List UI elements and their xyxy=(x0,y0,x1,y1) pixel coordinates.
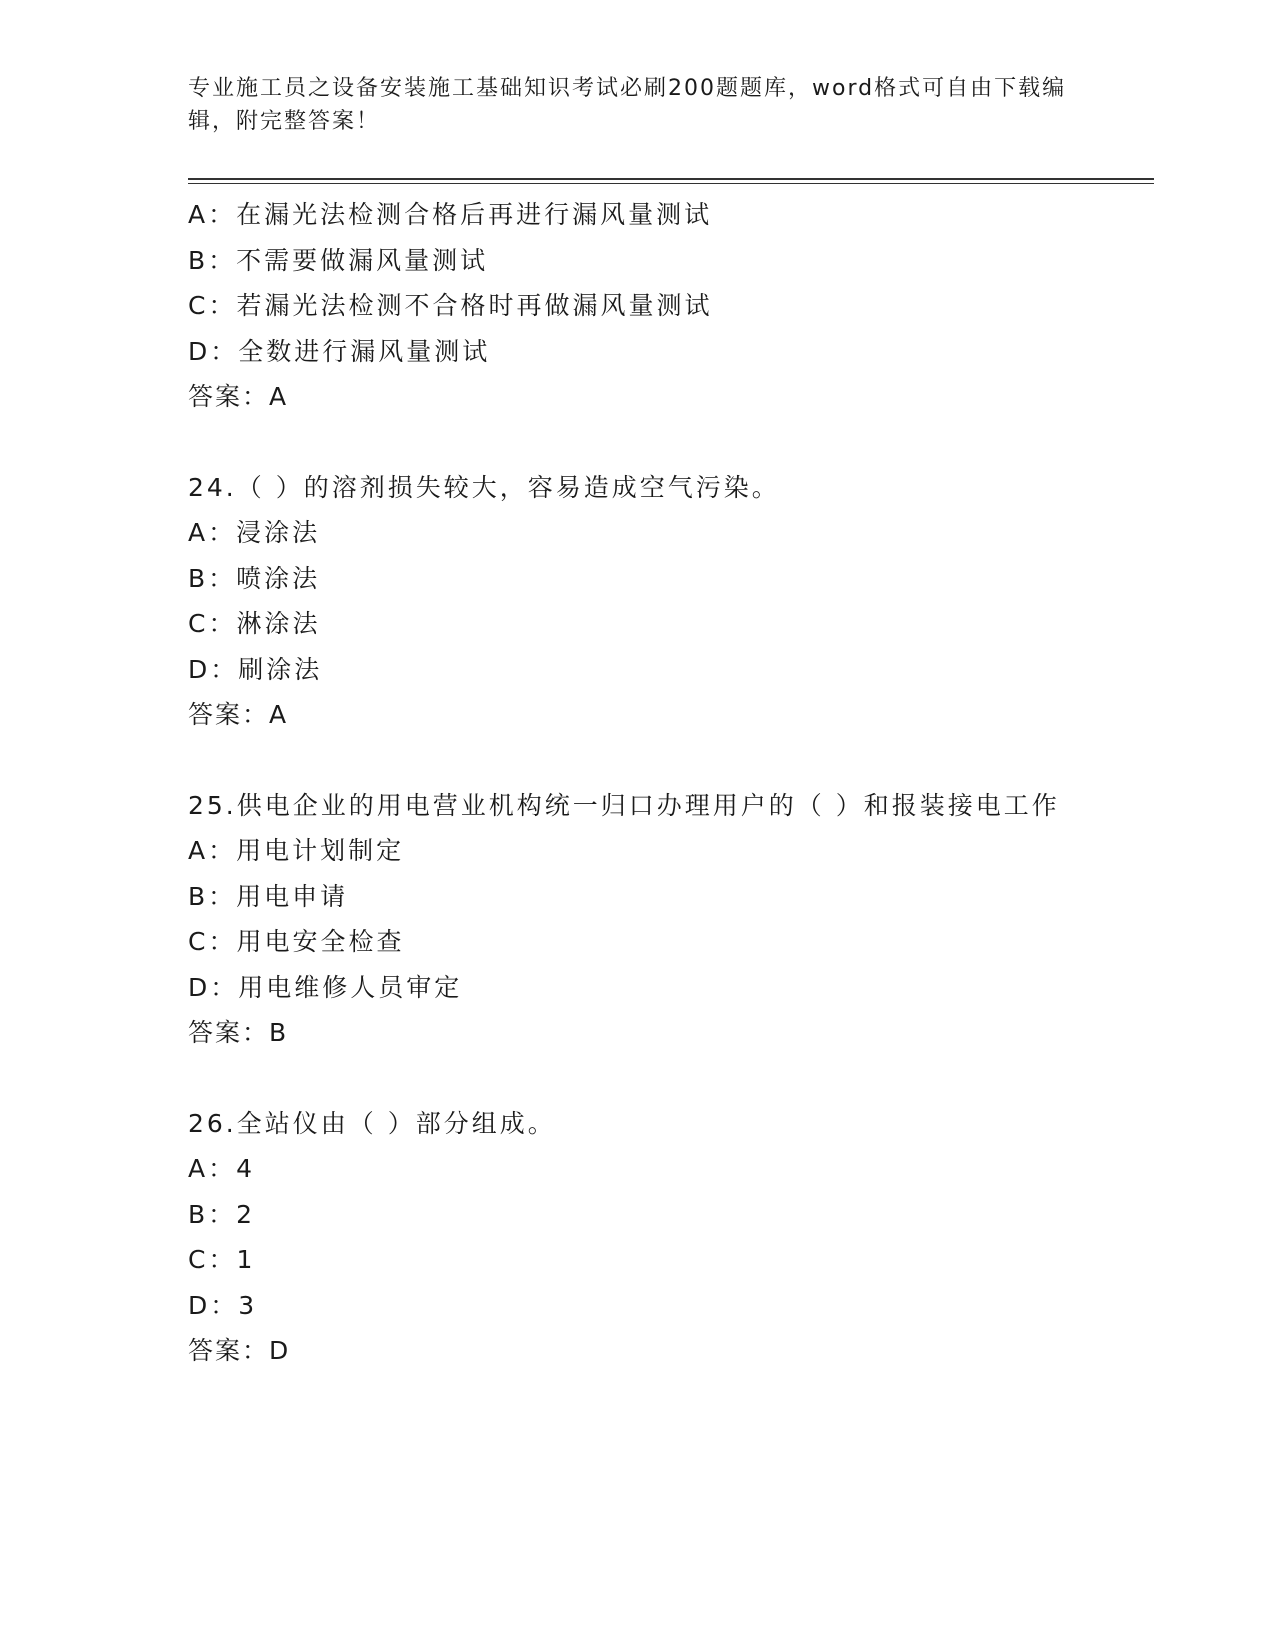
option-b: B：喷涂法 xyxy=(188,563,321,593)
spacer xyxy=(188,1056,1088,1101)
option-a: A：用电计划制定 xyxy=(188,836,405,865)
answer-line: 答案：B xyxy=(188,1018,289,1047)
option-d: D：用电维修人员审定 xyxy=(188,972,463,1002)
option-b: B：2 xyxy=(188,1199,256,1229)
answer-line: 答案：A xyxy=(188,382,289,411)
answer-line: 答案：A xyxy=(188,700,289,729)
question-stem: 26.全站仪由（ ）部分组成。 xyxy=(188,1108,556,1138)
option-b: B：用电申请 xyxy=(188,881,349,911)
option-c: C：用电安全检查 xyxy=(188,927,405,956)
option-a: A：4 xyxy=(188,1154,256,1183)
question-block-24 xyxy=(188,465,1088,738)
answer-line: 答案：D xyxy=(188,1336,291,1365)
question-block-25 xyxy=(188,783,1088,1056)
question-stem: 24.（ ）的溶剂损失较大，容易造成空气污染。 xyxy=(188,472,780,502)
question-block-26 xyxy=(188,1101,1088,1374)
question-block-partial xyxy=(188,192,1088,420)
option-a: A：浸涂法 xyxy=(188,518,321,547)
question-stem: 25.供电企业的用电营业机构统一归口办理用户的（ ）和报装接电工作 xyxy=(188,790,1060,820)
question-list xyxy=(188,192,1088,1374)
option-c: C：1 xyxy=(188,1245,256,1274)
option-a: A：在漏光法检测合格后再进行漏风量测试 xyxy=(188,200,713,229)
option-c: C：若漏光法检测不合格时再做漏风量测试 xyxy=(188,291,713,320)
option-d: D：全数进行漏风量测试 xyxy=(188,336,491,366)
option-d: D：3 xyxy=(188,1290,258,1320)
option-c: C：淋涂法 xyxy=(188,609,321,638)
spacer xyxy=(188,420,1088,465)
spacer xyxy=(188,738,1088,783)
header-divider xyxy=(188,178,1154,184)
document-header-title: 专业施工员之设备安装施工基础知识考试必刷200题题库，word格式可自由下载编辑，附完整答案！ xyxy=(188,76,1067,134)
option-d: D：刷涂法 xyxy=(188,654,323,684)
option-b: B：不需要做漏风量测试 xyxy=(188,245,489,275)
